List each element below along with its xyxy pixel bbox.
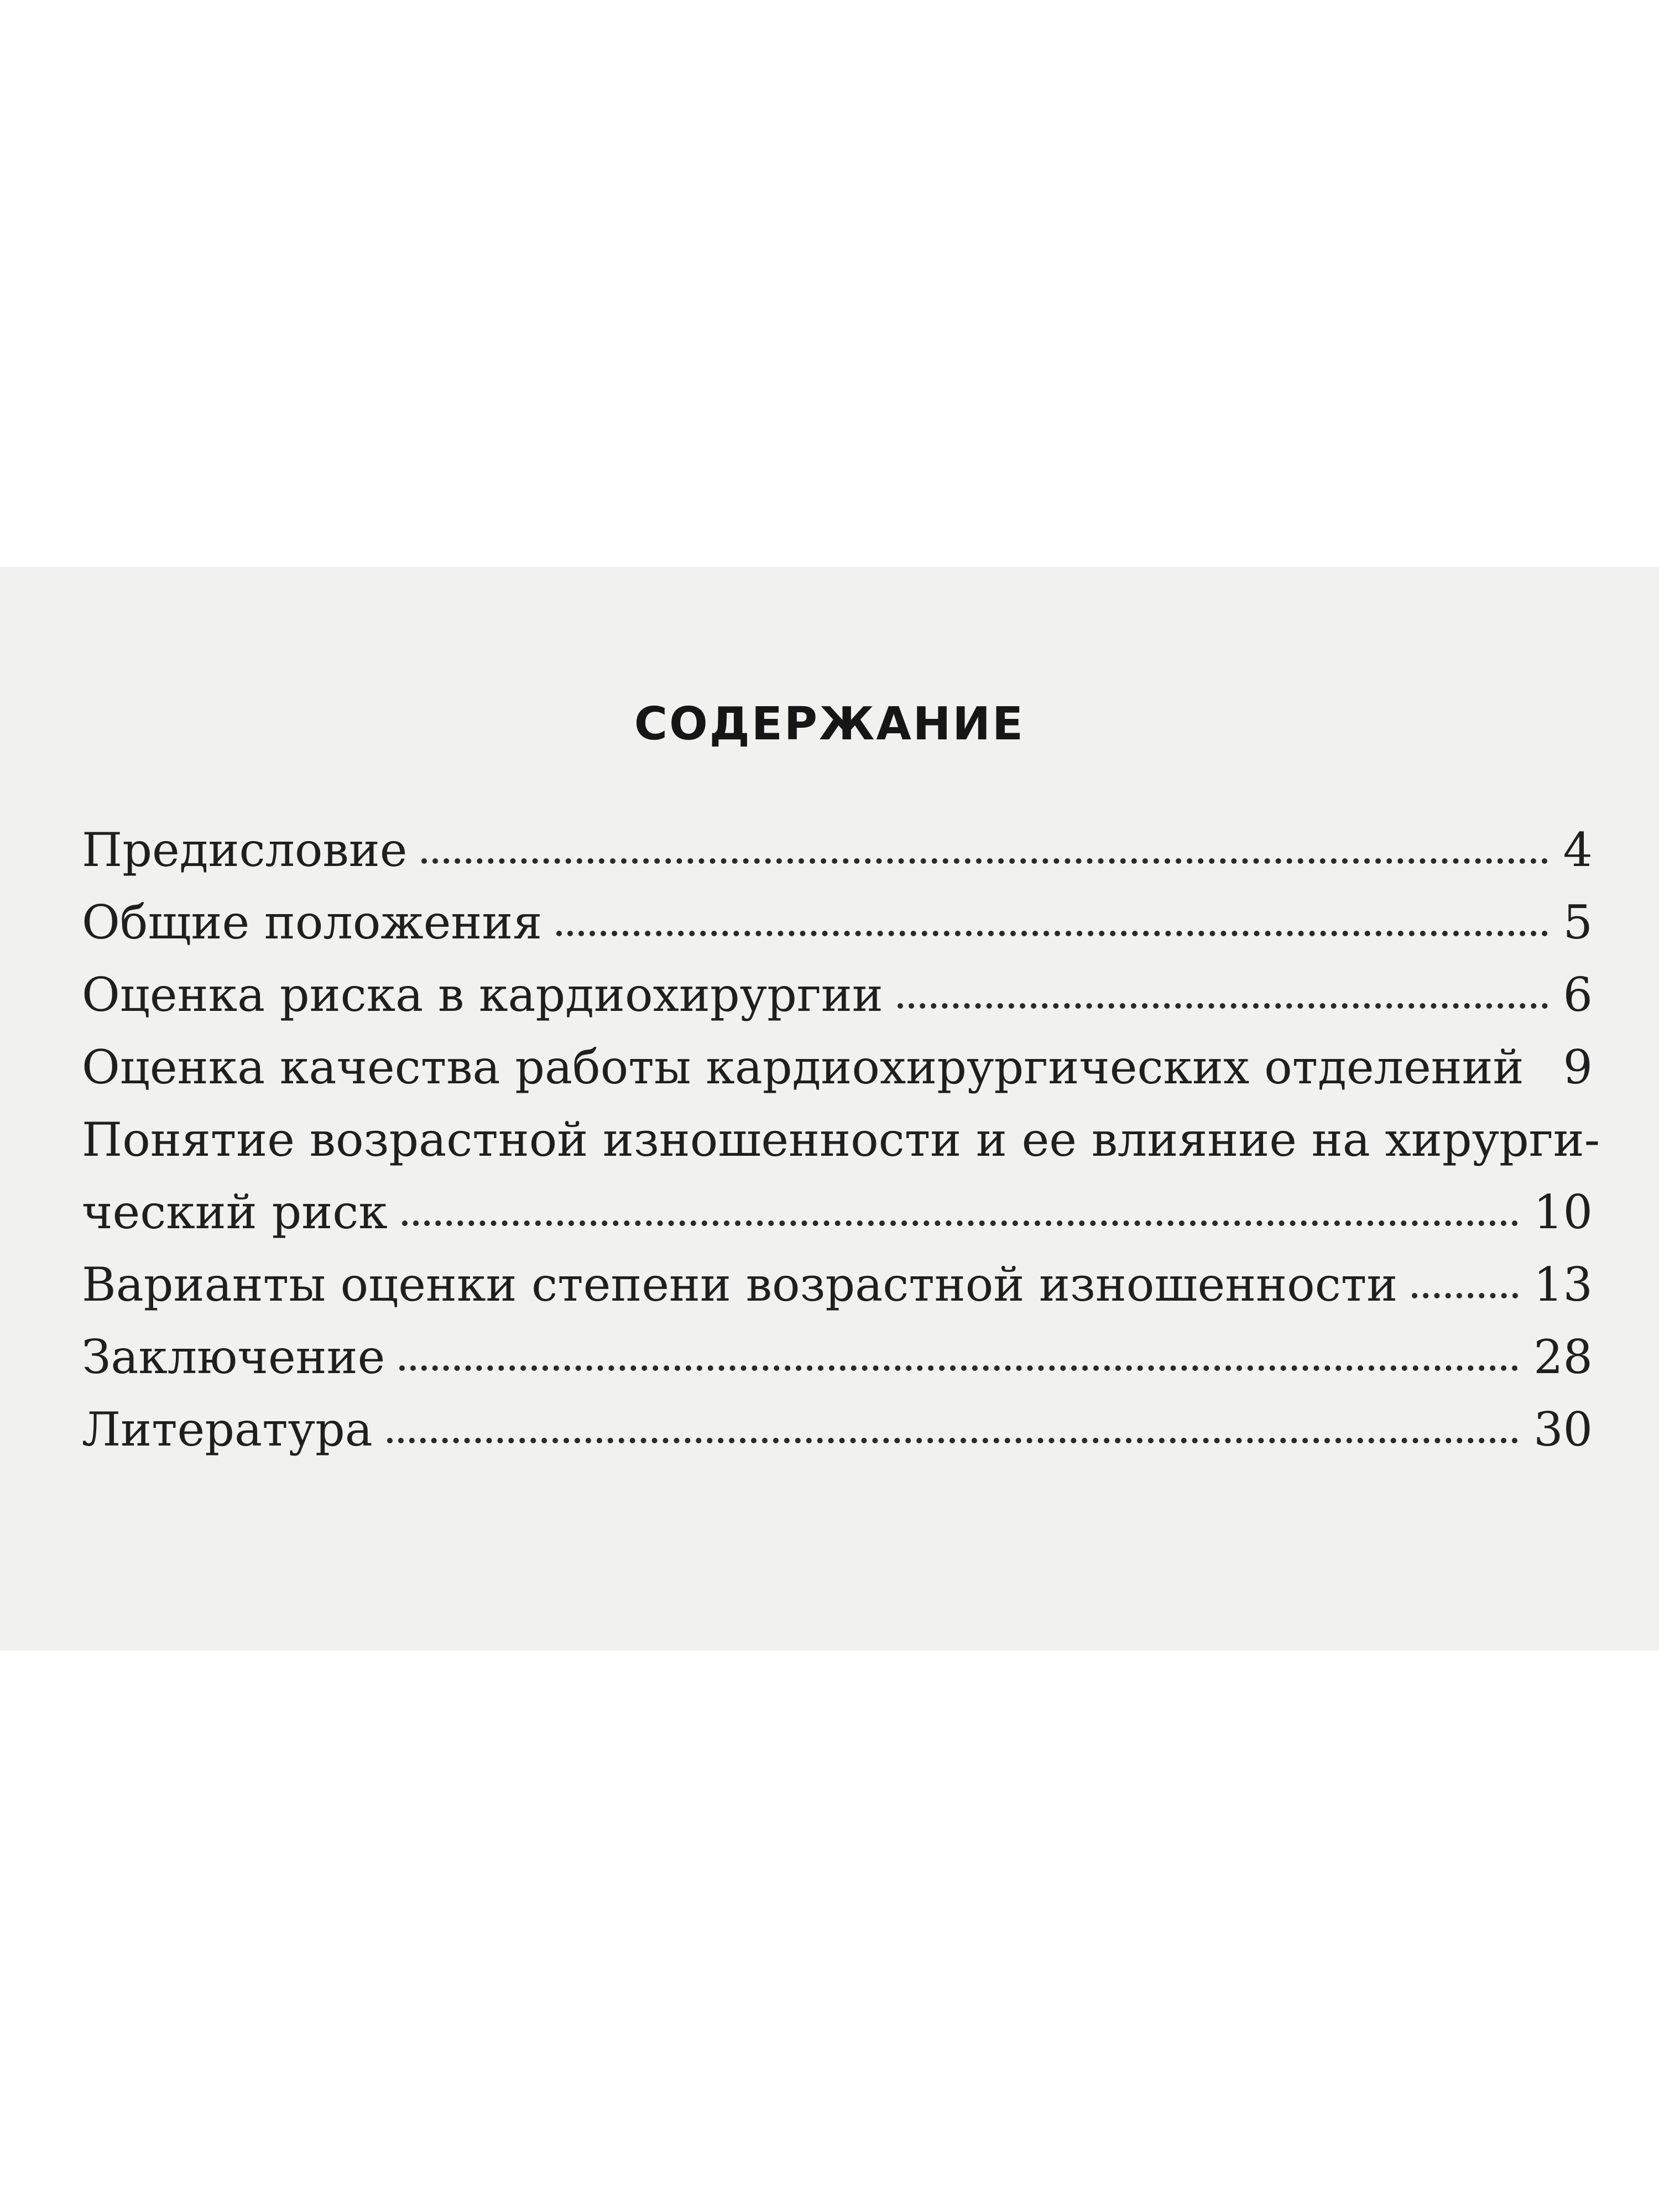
contents-heading: СОДЕРЖАНИЕ [634, 698, 1025, 750]
toc-entry-title: Литература [82, 1402, 373, 1457]
toc-entry-title-line2: ческий риск [82, 1185, 388, 1239]
toc-entry-quality-assessment [82, 1040, 1593, 1117]
toc-entry-title: Оценка риска в кардиохирургии [82, 968, 883, 1022]
dot-leader [898, 1003, 1548, 1009]
toc-entry-title: Общие положения [82, 895, 542, 950]
toc-entry-age-wear-variants [82, 1258, 1593, 1334]
dot-leader [399, 1365, 1518, 1371]
toc-entry-title: Варианты оценки степени возрастной изношенности [82, 1258, 1398, 1312]
toc-entry-title-line1: Понятие возрастной изношенности и ее влияние на хирурги- [82, 1113, 1600, 1167]
toc-entry-title: Заключение [82, 1330, 385, 1384]
dot-leader [387, 1438, 1518, 1443]
toc-entry-page: 4 [1563, 823, 1593, 877]
toc-entry-page: 9 [1563, 1040, 1593, 1094]
toc-entry-page: 28 [1533, 1330, 1593, 1384]
toc-entry-page: 6 [1563, 968, 1593, 1022]
toc-entry-general-provisions [82, 895, 1593, 972]
dot-leader [402, 1220, 1518, 1226]
dot-leader [556, 931, 1547, 936]
dot-leader [1412, 1293, 1518, 1298]
table-of-contents [82, 823, 1600, 1479]
toc-entry-risk-assessment [82, 968, 1593, 1044]
dot-leader [1538, 1076, 1548, 1081]
dot-leader [421, 858, 1547, 864]
toc-entry-page: 30 [1533, 1402, 1593, 1457]
toc-entry-page: 10 [1533, 1185, 1593, 1239]
toc-entry-preface [82, 823, 1593, 899]
toc-entry-page: 13 [1533, 1258, 1593, 1312]
toc-entry-page: 5 [1563, 895, 1593, 950]
toc-entry-literature [82, 1402, 1593, 1479]
toc-entry-age-wear-concept [82, 1113, 1600, 1261]
toc-entry-conclusion [82, 1330, 1593, 1406]
toc-entry-title: Предисловие [82, 823, 408, 877]
toc-entry-title: Оценка качества работы кардиохирургических отделений [82, 1040, 1524, 1094]
